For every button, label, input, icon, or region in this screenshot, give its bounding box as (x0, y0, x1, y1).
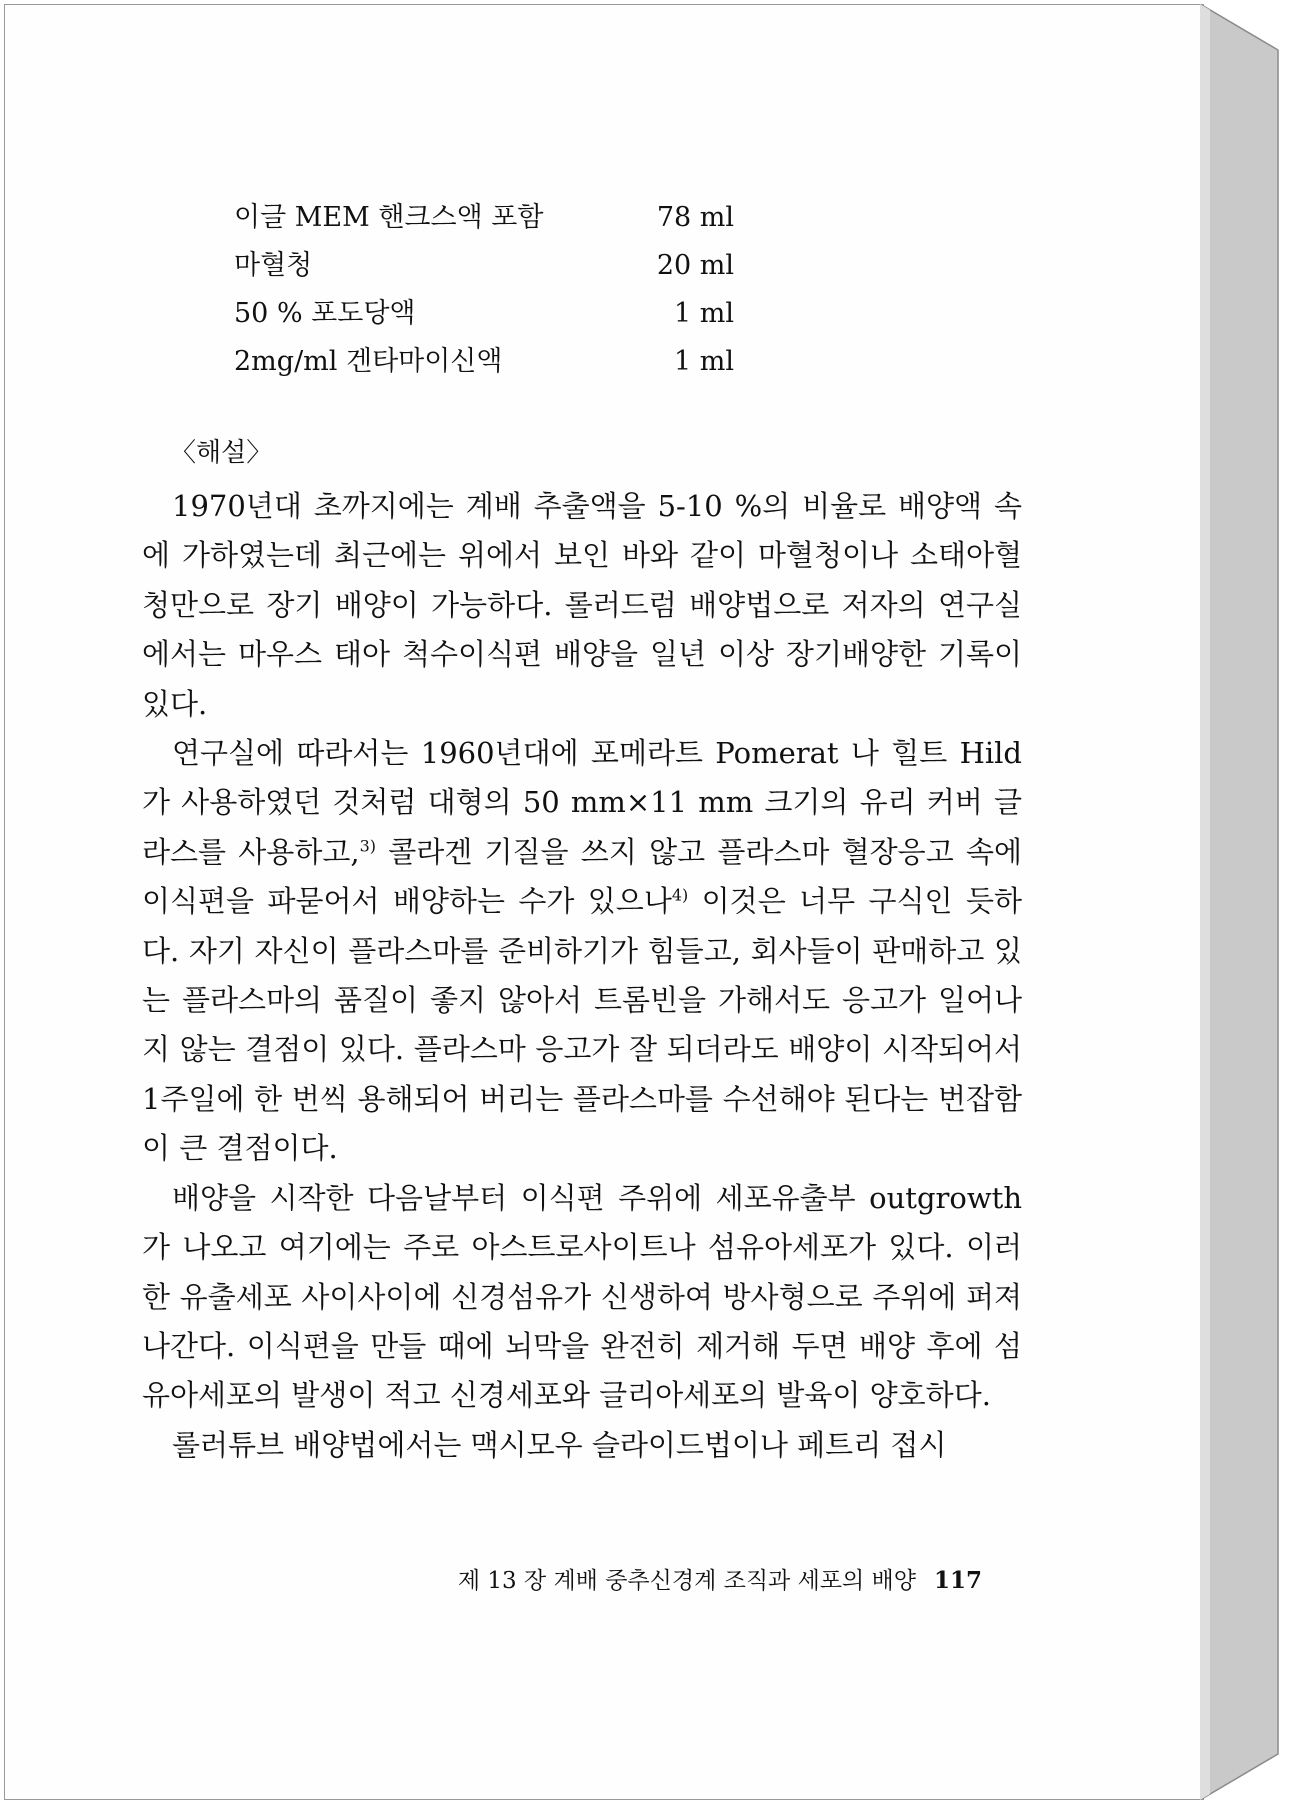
paragraph-text: 이것은 너무 구식인 듯하다. 자기 자신이 플라스마를 준비하기가 힘들고, 회사들이 판매하고 있는 플라스마의 품질이 좋지 않아서 트롬빈을 가해서도 응고가 일어나지 않는 결점이 있다. 플라스마 응고가 잘 되더라도 배양이 시작되어서 1주일에 한 번씩 용해되어 버리는 플라스마를 수선해야 된다는 번잡함이 큰 결점이다. (142, 884, 1022, 1166)
recipe-ingredient: 이글 MEM 핸크스액 포함 (234, 202, 544, 233)
running-head: 제 13 장 계배 중추신경계 조직과 세포의 배양 (457, 1568, 916, 1594)
paragraph (142, 1421, 1022, 1470)
page-footer (398, 1566, 982, 1596)
page-stack-edge (1200, 4, 1282, 1800)
paragraph-text: 롤러튜브 배양법에서는 맥시모우 슬라이드법이나 페트리 접시 (172, 1427, 947, 1462)
paragraph-text: 배양을 시작한 다음날부터 이식편 주위에 세포유출부 outgrowth 가 나오고 여기에는 주로 아스트로사이트나 섬유아세포가 있다. 이러한 유출세포 사이사이에 신경섬유가 신생하여 방사형으로 주위에 퍼져나간다. 이식편을 만들 때에 뇌막을 완전히 제거해 두면 배양 후에 섬유아세포의 발생이 적고 신경세포와 글리아세포의 발육이 양호하다. (142, 1180, 1022, 1413)
recipe-row (234, 338, 734, 386)
citation-ref: 4) (671, 885, 689, 905)
recipe-ingredient: 마혈청 (234, 250, 313, 281)
recipe-amount: 78 ml (656, 202, 734, 233)
recipe-row (234, 290, 734, 338)
citation-ref: 3) (359, 836, 376, 856)
paragraph (142, 482, 1022, 729)
paragraph-text: 연구실에 따라서는 1960년대에 포메라트 Pomerat 나 힐트 Hild 가 사용하였던 것처럼 대형의 50 mm×11 mm 크기의 유리 커버 글라스를 사용하고, (142, 736, 1022, 869)
page-number: 117 (933, 1567, 982, 1594)
recipe-amount: 1 ml (674, 346, 734, 377)
paragraph-text: 콜라겐 기질을 쓰지 않고 플라스마 혈장응고 속에 이식편을 파묻어서 배양하는 수가 있으나 (142, 834, 1022, 919)
recipe-ingredient: 50 % 포도당액 (234, 298, 416, 329)
paragraph-text: 1970년대 초까지에는 계배 추출액을 5-10 %의 비율로 배양액 속에 가하였는데 최근에는 위에서 보인 바와 같이 마혈청이나 소태아혈청만으로 장기 배양이 가능하다. 롤러드럼 배양법으로 저자의 연구실에서는 마우스 태아 척수이식편 배양을 일년 이상 장기배양한 기록이 있다. (142, 489, 1022, 721)
paragraph (142, 729, 1022, 1174)
media-recipe (234, 194, 734, 386)
recipe-row (234, 242, 734, 290)
recipe-row (234, 194, 734, 242)
body-text (142, 482, 1022, 1470)
recipe-ingredient: 2mg/ml 겐타마이신액 (234, 346, 503, 377)
recipe-amount: 20 ml (656, 250, 734, 281)
paragraph (142, 1174, 1022, 1421)
recipe-amount: 1 ml (674, 298, 734, 329)
section-heading: 〈해설〉 (170, 438, 273, 468)
